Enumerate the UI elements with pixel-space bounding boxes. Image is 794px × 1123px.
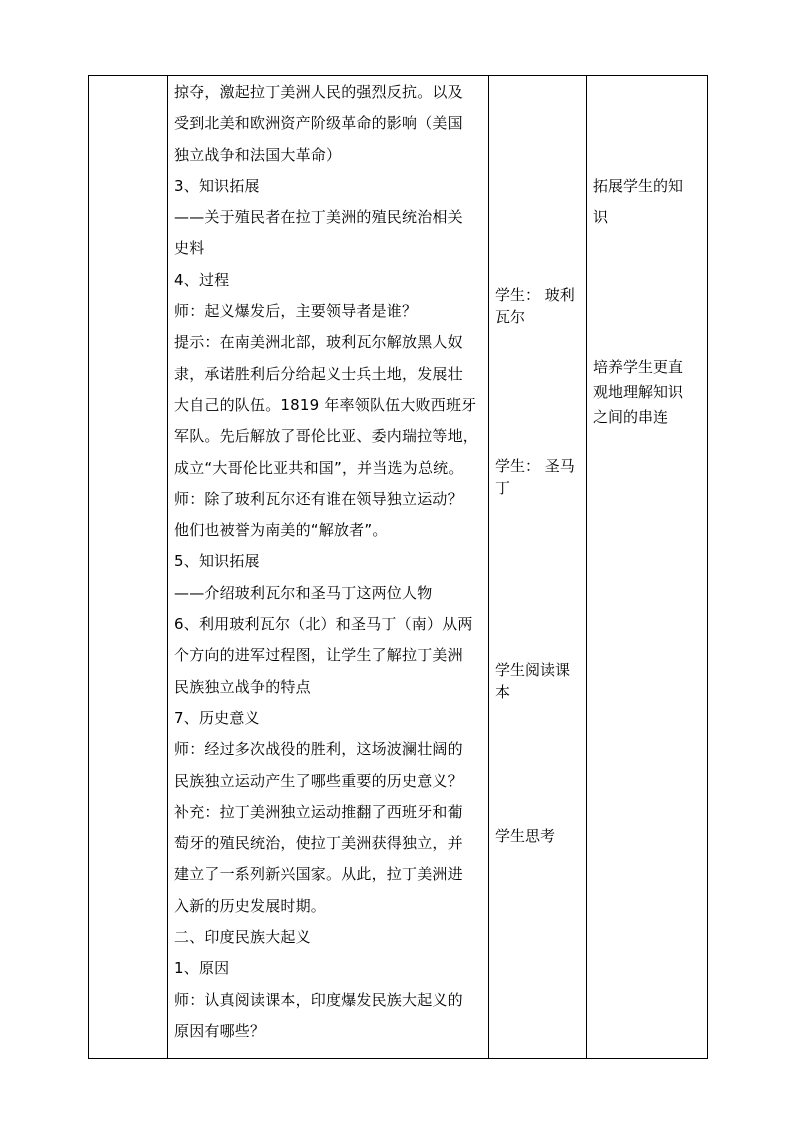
process-line: 师：除了玻利瓦尔还有谁在领导独立运动？ — [174, 489, 463, 508]
process-line: 建立了一系列新兴国家。从此，拉丁美洲进 — [174, 865, 463, 884]
process-line: 提示：在南美洲北部，玻利瓦尔解放黑人奴 — [174, 333, 463, 352]
process-line: 民族独立战争的特点 — [174, 677, 311, 696]
process-line: 史料 — [174, 239, 205, 258]
process-line: 1、原因 — [174, 959, 230, 978]
process-line: 补充：拉丁美洲独立运动推翻了西班牙和葡 — [174, 802, 463, 821]
process-line: 萄牙的殖民统治，使拉丁美洲获得独立，并 — [174, 834, 463, 853]
process-line: 5、知识拓展 — [174, 552, 260, 571]
process-line: 师：起义爆发后，主要领导者是谁？ — [174, 302, 418, 321]
process-line: 军队。先后解放了哥伦比亚、委内瑞拉等地， — [174, 427, 479, 446]
process-line: 入新的历史发展时期。 — [174, 896, 327, 915]
process-line: ——介绍玻利瓦尔和圣马丁这两位人物 — [174, 583, 433, 602]
process-line: ——关于殖民者在拉丁美洲的殖民统治相关 — [174, 208, 463, 227]
stage-cell — [89, 76, 168, 1059]
process-line: 3、知识拓展 — [174, 176, 260, 195]
teaching-process-cell — [168, 76, 489, 1059]
teaching-process-text — [174, 77, 486, 1047]
goal-extend-knowledge: 拓展学生的知 识 — [593, 177, 684, 226]
student-note-think: 学生思考 — [495, 827, 556, 845]
process-line: 隶，承诺胜利后分给起义士兵土地，发展壮 — [174, 364, 463, 383]
process-line: 6、利用玻利瓦尔（北）和圣马丁（南）从两 — [174, 615, 473, 634]
process-line: 成立“大哥伦比亚共和国”，并当选为总统。 — [174, 458, 464, 477]
process-line: 4、过程 — [174, 270, 230, 289]
process-line: 他们也被誉为南美的“解放者”。 — [174, 521, 388, 540]
process-line: 民族独立运动产生了哪些重要的历史意义？ — [174, 771, 463, 790]
student-note-read: 学生阅读课 本 — [495, 661, 571, 701]
process-line: 独立战争和法国大革命） — [174, 145, 342, 164]
process-line: 掠夺，激起拉丁美洲人民的强烈反抗。以及 — [174, 83, 463, 101]
process-line: 大自己的队伍。1819 年率领队伍大败西班牙 — [174, 395, 477, 414]
goal-map-understanding: 培养学生更直 观地理解知识 之间的串连 — [593, 358, 684, 426]
table-row — [89, 76, 708, 1059]
student-note-bolivar: 学生： 玻利 瓦尔 — [495, 286, 575, 326]
process-line: 受到北美和欧洲资产阶级革命的影响（美国 — [174, 114, 463, 133]
design-intent-cell — [587, 76, 708, 1059]
process-line: 二、印度民族大起义 — [174, 928, 311, 947]
student-activity-cell — [489, 76, 587, 1059]
process-line: 师：认真阅读课本，印度爆发民族大起义的 — [174, 990, 463, 1009]
process-line: 师：经过多次战役的胜利，这场波澜壮阔的 — [174, 740, 463, 759]
process-line: 个方向的进军过程图，让学生了解拉丁美洲 — [174, 646, 463, 665]
lesson-plan-table — [88, 75, 708, 1059]
process-line: 7、历史意义 — [174, 708, 260, 727]
process-line: 原因有哪些？ — [174, 1021, 266, 1040]
student-note-sanmartin: 学生： 圣马 丁 — [495, 457, 575, 497]
